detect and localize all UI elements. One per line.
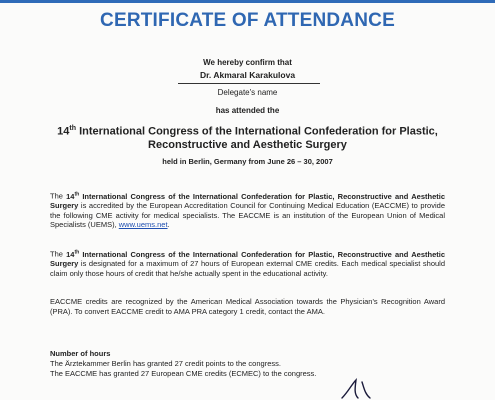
p1-num: 14 — [66, 191, 75, 201]
p1-body: is accredited by the European Accreditation Council for Continuing Medical Education (EACCME) to provide the following CME activity for medical specialists. The EACCME is an institution of the European Union of Medical Specialists (UEMS), — [50, 201, 445, 229]
congress-number: 14 — [57, 125, 70, 138]
confirm-text: We hereby confirm that — [203, 58, 292, 67]
name-underline — [178, 83, 320, 84]
hours-line-1: The Ärztekammer Berlin has granted 27 credit points to the congress. — [50, 359, 281, 368]
hours-title: Number of hours — [50, 349, 111, 358]
certificate-title: CERTIFICATE OF ATTENDANCE — [100, 10, 395, 31]
accreditation-paragraph — [50, 190, 445, 230]
signature-mark — [338, 378, 398, 400]
p1-lead: The — [50, 191, 67, 201]
ama-paragraph: EACCME credits are recognized by the American Medical Association towards the Physician's Recognition Award (PRA). To convert EACCME credit to AMA PRA category 1 credit, contact the AMA. — [50, 297, 445, 316]
designation-paragraph — [50, 248, 445, 278]
congress-title-line2: Reconstructive and Aesthetic Surgery — [148, 138, 347, 151]
p1-end: . — [167, 220, 170, 229]
uems-link[interactable]: www.uems.net — [118, 220, 168, 229]
p1-bold-title: International Congress of the International Confederation for Plastic, Reconstructive and Aesthetic Surgery — [50, 191, 445, 210]
congress-title — [0, 122, 495, 152]
p2-bold-title: International Congress of the International Confederation for Plastic, Reconstructive and Aesthetic Surgery — [50, 249, 445, 268]
held-text: held in Berlin, Germany from June 26 – 30, 2007 — [162, 157, 333, 166]
congress-title-line1: International Congress of the International Confederation for Plastic, — [76, 125, 438, 138]
p2-lead: The — [50, 249, 67, 259]
attended-text: has attended the — [215, 106, 280, 115]
p2-sup: th — [74, 249, 80, 255]
p1-sup: th — [74, 191, 80, 197]
p2-body: is designated for a maximum of 27 hours of European external CME credits. Each medical specialist should claim only those hours of credit that he/she actually spent in the educational activity. — [50, 259, 445, 278]
delegate-name: Dr. Akmaral Karakulova — [199, 70, 296, 80]
delegate-name-label: Delegate's name — [217, 88, 278, 97]
top-border — [0, 0, 495, 3]
hours-line-2: The EACCME has granted 27 European CME credits (ECMEC) to the congress. — [50, 369, 317, 378]
p2-num: 14 — [66, 249, 75, 259]
congress-ordinal: th — [69, 125, 77, 132]
